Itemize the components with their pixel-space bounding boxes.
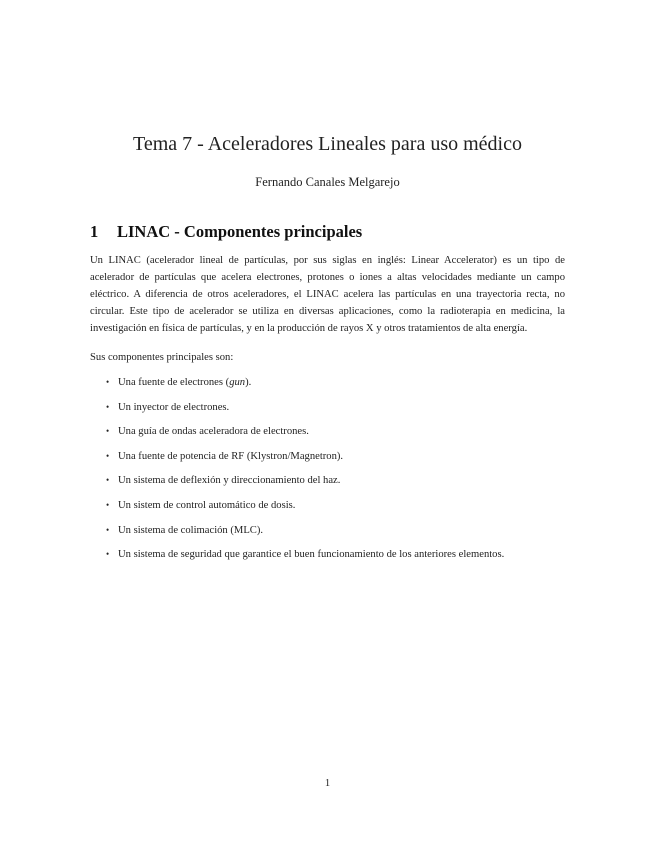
list-item-text-after: ).	[245, 377, 252, 388]
list-item-text: Una fuente de potencia de RF (Klystron/Magnetron).	[118, 450, 344, 462]
bullet-icon: •	[106, 499, 110, 510]
page-number: 1	[324, 778, 331, 789]
bullet-icon: •	[106, 549, 110, 560]
list-item-text: Un sistema de colimación (MLC).	[118, 524, 264, 536]
bullet-icon: •	[106, 524, 110, 535]
list-item	[106, 374, 504, 399]
list-item-text: Un sistem de control automático de dosis.	[118, 499, 296, 511]
list-item-text: Un inyector de electrones.	[118, 401, 230, 413]
bullet-icon: •	[106, 426, 110, 437]
bullet-icon: •	[106, 401, 110, 412]
list-item-text: Una guía de ondas aceleradora de electrones.	[118, 426, 309, 438]
bullet-icon: •	[106, 475, 110, 486]
list-item-text: Una fuente de electrones (	[118, 377, 230, 388]
list-item-text: Un sistema de deflexión y direccionamiento del haz.	[118, 475, 341, 487]
list-item	[106, 497, 504, 522]
bullet-icon: •	[106, 377, 110, 387]
list-item	[106, 448, 504, 473]
document-title: Tema 7 - Aceleradores Lineales para uso médico	[133, 133, 522, 155]
list-item	[106, 522, 504, 547]
list-item-emphasis: gun	[229, 377, 246, 388]
components-list	[106, 374, 504, 571]
list-intro: Sus componentes principales son:	[90, 352, 234, 363]
list-item	[106, 472, 504, 497]
list-item-text: Un sistema de seguridad que garantice el buen funcionamiento de los anteriores elementos.	[118, 549, 505, 561]
document-author: Fernando Canales Melgarejo	[255, 175, 400, 189]
list-item	[106, 399, 504, 424]
list-item	[106, 546, 504, 571]
section-title: LINAC - Componentes principales	[117, 222, 363, 241]
intro-paragraph: Un LINAC (acelerador lineal de partículas, por sus siglas en inglés: Linear Accelerator) es un tipo de acelerador de partículas que acelera electrones, protones o iones a altas velocidades mediante un campo eléctrico. A diferencia de otros aceleradores, el LINAC acelera las partículas en una trayectoria recta, no circular. Este tipo de acelerador se utiliza en diversas aplicaciones, como la radioterapia en medicina, la investigación en física de partículas, y en la producción de rayos X y otros tratamientos de alta energía.	[90, 255, 565, 334]
bullet-icon: •	[106, 450, 110, 461]
section-number: 1	[90, 222, 99, 241]
list-item	[106, 423, 504, 448]
section-heading	[90, 222, 362, 242]
